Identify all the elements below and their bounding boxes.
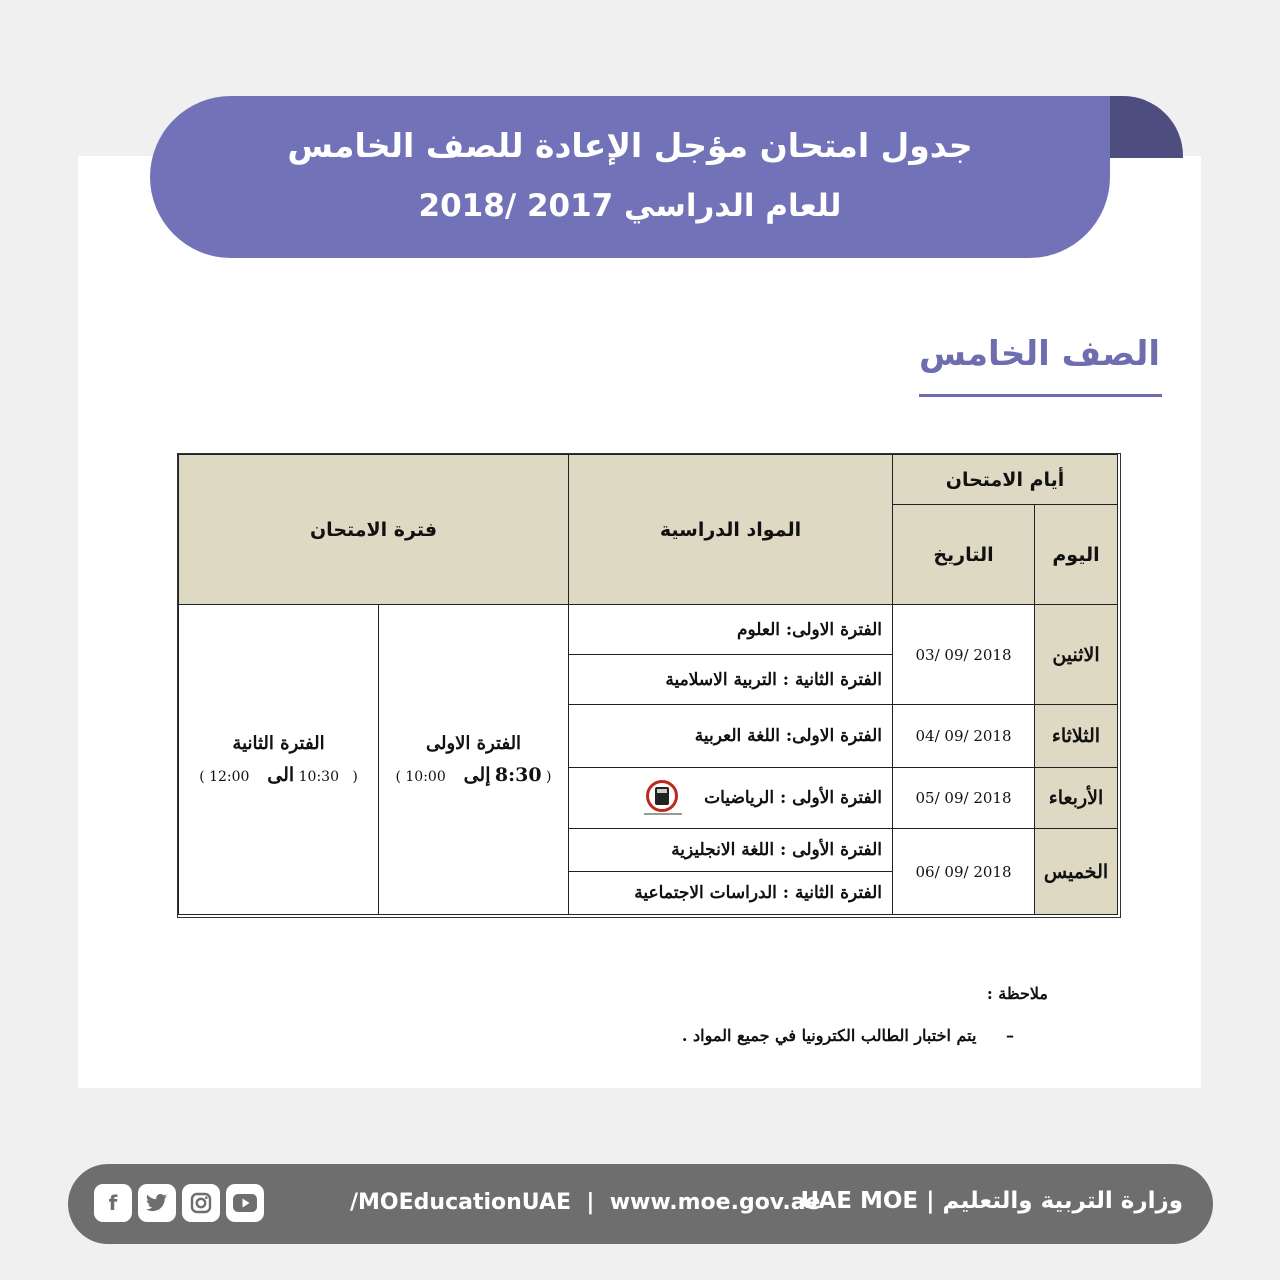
period-first-time: ( 8:30 إلى 10:00 ) [395,764,552,786]
header-date: التاريخ [892,504,1035,605]
twitter-icon[interactable] [138,1184,176,1222]
note-item [682,1026,1014,1045]
footer-bar [68,1164,1213,1244]
note-dash: – [1006,1026,1014,1045]
social-icons [94,1184,264,1222]
youtube-icon[interactable] [226,1184,264,1222]
subject-label: الفترة الأولى : الرياضيات [704,788,882,808]
header-day: اليوم [1034,504,1118,605]
table-row-subject [568,767,893,829]
period-second-time: ( 10:30 الى 12:00 ) [199,764,358,786]
facebook-icon[interactable]: f [94,1184,132,1222]
period-second-name: الفترة الثانية [232,733,325,754]
period-first [378,604,569,915]
note-text: يتم اختبار الطالب الكترونيا في جميع المواد . [681,1026,977,1045]
table-row-subject: الفترة الأولى : اللغة الانجليزية [568,828,893,872]
table-row-date: 05/ 09/ 2018 [892,767,1035,829]
header-subjects: المواد الدراسية [568,454,893,605]
grade-title: الصف الخامس [918,334,1160,374]
ministry-name: وزارة التربية والتعليم | UAE MOE [800,1188,1183,1214]
header-exam-days: أيام الامتحان [892,454,1118,505]
table-row-subject: الفترة الثانية : الدراسات الاجتماعية [568,871,893,915]
table-row-day: الأربعاء [1034,767,1118,829]
table-row-day: الثلاثاء [1034,704,1118,768]
table-row-subject: الفترة الاولى: العلوم [568,604,893,655]
table-row-date: 04/ 09/ 2018 [892,704,1035,768]
period-first-name: الفترة الاولى [425,733,522,754]
title-line-2: للعام الدراسي 2017 /2018 [418,188,842,224]
table-row-subject: الفترة الثانية : التربية الاسلامية [568,654,893,705]
table-row-date: 06/ 09/ 2018 [892,828,1035,915]
calculator-icon [644,779,682,817]
exam-schedule-table [177,453,1121,918]
note-title: ملاحظة : [986,984,1048,1003]
instagram-icon[interactable] [182,1184,220,1222]
title-ribbon [150,96,1110,258]
grade-title-underline [919,394,1162,397]
period-second [178,604,379,915]
footer-links[interactable]: /MOEducationUAE | www.moe.gov.ae [350,1190,821,1215]
table-row-date: 03/ 09/ 2018 [892,604,1035,705]
table-row-subject: الفترة الاولى: اللغة العربية [568,704,893,768]
table-row-day: الاثنين [1034,604,1118,705]
table-row-day: الخميس [1034,828,1118,915]
title-line-1: جدول امتحان مؤجل الإعادة للصف الخامس [287,126,973,165]
header-exam-period: فترة الامتحان [178,454,569,605]
